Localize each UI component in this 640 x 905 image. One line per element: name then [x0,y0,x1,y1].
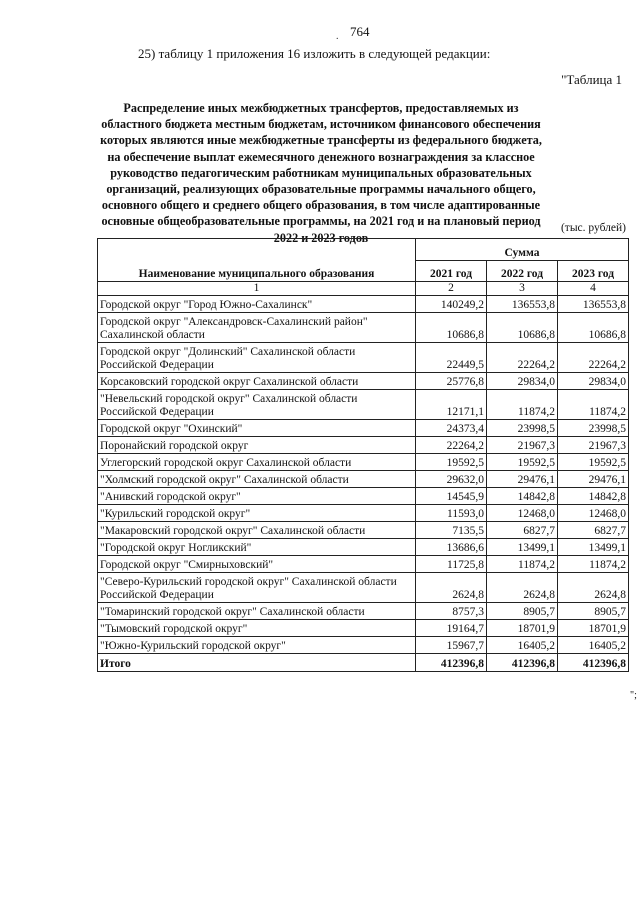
value-2022: 19592,5 [487,454,558,471]
value-2021: 13686,6 [416,539,487,556]
value-2023: 13499,1 [558,539,629,556]
value-2021: 12171,1 [416,390,487,420]
value-2023: 29476,1 [558,471,629,488]
value-2021: 2624,8 [416,573,487,603]
municipality-name: "Тымовский городской округ" [98,620,416,637]
municipality-name: Городской округ "Долинский" Сахалинской области Российской Федерации [98,343,416,373]
value-2023: 19592,5 [558,454,629,471]
municipality-name: Поронайский городской округ [98,437,416,454]
table-row [98,505,629,522]
column-number: 4 [558,282,629,296]
value-2023: 11874,2 [558,556,629,573]
document-title: Распределение иных межбюджетных трансфертов, предоставляемых из областного бюджета местным бюджетам, источником финансового обеспечения которых являются иные межбюджетные трансферты из федерального бюджета, на обеспечение выплат ежемесячного денежного вознаграждения за классное руководство педагогическим работникам муниципальных образовательных организаций, реализующих образовательные программы начального общего, основного общего и среднего общего образования, в том числе адаптированные основные общеобразовательные программы, на 2021 год и на плановый период 2022 и 2023 годов [100,101,542,245]
municipality-name: Городской округ "Город Южно-Сахалинск" [98,296,416,313]
value-2022: 8905,7 [487,603,558,620]
value-2023: 14842,8 [558,488,629,505]
value-2022: 136553,8 [487,296,558,313]
table-row [98,573,629,603]
table-row [98,296,629,313]
value-2023: 2624,8 [558,573,629,603]
municipality-name: Городской округ "Смирныховский" [98,556,416,573]
header-year-2022: 2022 год [487,261,558,282]
municipality-name: Городской округ "Охинский" [98,420,416,437]
value-2023: 11874,2 [558,390,629,420]
municipality-name: Корсаковский городской округ Сахалинской области [98,373,416,390]
value-2021: 25776,8 [416,373,487,390]
table-row [98,488,629,505]
municipality-name: "Северо-Курильский городской округ" Сахалинской области Российской Федерации [98,573,416,603]
total-2023: 412396,8 [558,654,629,672]
header-municipality: Наименование муниципального образования [98,239,416,282]
table-row [98,454,629,471]
closing-quote: "; [630,690,637,701]
value-2023: 8905,7 [558,603,629,620]
value-2022: 16405,2 [487,637,558,654]
table-row [98,313,629,343]
value-2022: 23998,5 [487,420,558,437]
column-number: 3 [487,282,558,296]
value-2021: 19164,7 [416,620,487,637]
value-2022: 18701,9 [487,620,558,637]
value-2022: 10686,8 [487,313,558,343]
table-row [98,603,629,620]
municipality-name: "Городской округ Ногликский" [98,539,416,556]
value-2023: 136553,8 [558,296,629,313]
value-2023: 22264,2 [558,343,629,373]
value-2022: 29834,0 [487,373,558,390]
municipality-name: "Томаринский городской округ" Сахалинской области [98,603,416,620]
column-number: 2 [416,282,487,296]
header-sum: Сумма [416,239,629,261]
value-2022: 2624,8 [487,573,558,603]
value-2021: 11593,0 [416,505,487,522]
value-2021: 8757,3 [416,603,487,620]
header-year-2021: 2021 год [416,261,487,282]
total-label: Итого [98,654,416,672]
municipality-name: "Курильский городской округ" [98,505,416,522]
value-2021: 29632,0 [416,471,487,488]
total-2021: 412396,8 [416,654,487,672]
value-2023: 29834,0 [558,373,629,390]
value-2023: 21967,3 [558,437,629,454]
value-2021: 24373,4 [416,420,487,437]
intro-text: 25) таблицу 1 приложения 16 изложить в следующей редакции: [138,46,491,61]
value-2021: 19592,5 [416,454,487,471]
municipality-name: "Макаровский городской округ" Сахалинской области [98,522,416,539]
value-2021: 22264,2 [416,437,487,454]
value-2023: 10686,8 [558,313,629,343]
value-2023: 23998,5 [558,420,629,437]
total-row [98,654,629,672]
table-row [98,556,629,573]
municipality-name: "Анивский городской округ" [98,488,416,505]
value-2023: 12468,0 [558,505,629,522]
column-number: 1 [98,282,416,296]
table-label: "Таблица 1 [561,72,622,87]
value-2022: 21967,3 [487,437,558,454]
value-2021: 15967,7 [416,637,487,654]
table-row [98,437,629,454]
table-row [98,539,629,556]
header-year-2023: 2023 год [558,261,629,282]
table-row [98,522,629,539]
value-2023: 16405,2 [558,637,629,654]
value-2021: 7135,5 [416,522,487,539]
municipality-name: Городской округ "Александровск-Сахалинский район" Сахалинской области [98,313,416,343]
table-row [98,637,629,654]
value-2021: 140249,2 [416,296,487,313]
value-2022: 13499,1 [487,539,558,556]
value-2021: 10686,8 [416,313,487,343]
municipality-name: "Холмский городской округ" Сахалинской области [98,471,416,488]
page-number: 764 [350,24,370,39]
table-row [98,390,629,420]
table-row [98,620,629,637]
municipality-name: "Невельский городской округ" Сахалинской области Российской Федерации [98,390,416,420]
value-2023: 18701,9 [558,620,629,637]
value-2022: 29476,1 [487,471,558,488]
value-2021: 11725,8 [416,556,487,573]
allocation-table [97,238,629,672]
value-2023: 6827,7 [558,522,629,539]
municipality-name: "Южно-Курильский городской округ" [98,637,416,654]
table-row [98,343,629,373]
value-2022: 11874,2 [487,390,558,420]
value-2021: 22449,5 [416,343,487,373]
value-2022: 22264,2 [487,343,558,373]
total-2022: 412396,8 [487,654,558,672]
value-2022: 6827,7 [487,522,558,539]
value-2021: 14545,9 [416,488,487,505]
value-2022: 14842,8 [487,488,558,505]
units-label: (тыс. рублей) [560,222,626,234]
table-row [98,420,629,437]
value-2022: 12468,0 [487,505,558,522]
table-row [98,373,629,390]
value-2022: 11874,2 [487,556,558,573]
scan-dot: . [336,31,339,42]
municipality-name: Углегорский городской округ Сахалинской области [98,454,416,471]
table-row [98,471,629,488]
